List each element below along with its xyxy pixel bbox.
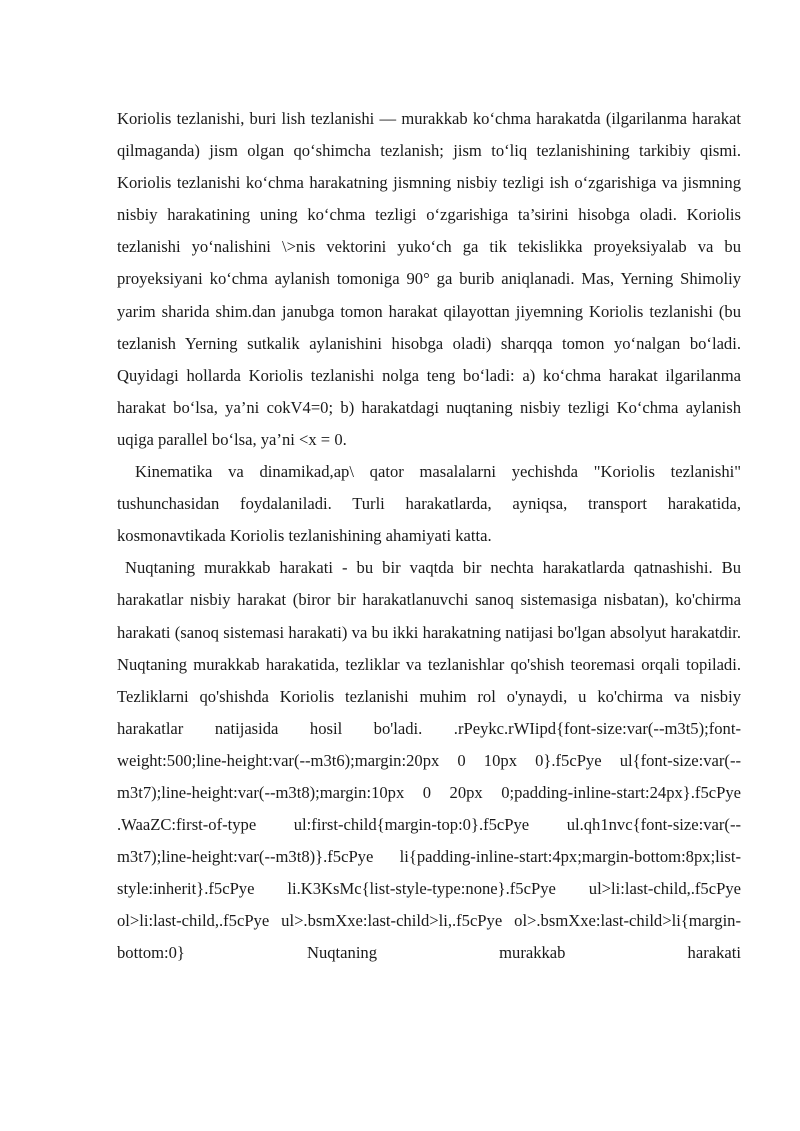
paragraph-kinematics-usage: Kinematika va dinamikad,ap\ qator masalalarni yechishda "Koriolis tezlanishi" tushunchasidan foydalaniladi. Turli harakatlarda, ayniqsa, transport harakatida, kosmonavtikada Koriolis tezlanishining ahamiyati katta. — [117, 462, 741, 546]
paragraph-coriolis-definition: Koriolis tezlanishi, buri lish tezlanishi — murakkab ko‘chma harakatda (ilgarilanma harakat qilmaganda) jism olgan qo‘shimcha tezlanish; jism to‘liq tezlanishining tarkibiy qismi. Koriolis tezlanishi ko‘chma harakatning jismning nisbiy tezligi ish o‘zgarishiga va jismning nisbiy harakatining uning ko‘chma tezligi o‘zgarishiga ta’sirini hisobga oladi. Koriolis tezlanishi yo‘nalishini \>nis vektorini yuko‘ch ga tik tekislikka proyeksiyalab va bu proyeksiyani ko‘chma aylanish tomoniga 90° ga burib aniqlanadi. Mas, Yerning Shimoliy yarim sharida shim.dan janubga tomon harakat qilayottan jiyemning Koriolis tezlanishi (bu tezlanish Yerning sutkalik aylanishini hisobga oladi) sharqqa tomon yo‘nalgan bo‘ladi. Quyidagi hollarda Koriolis tezlanishi nolga teng bo‘ladi: a) ko‘chma harakat ilgarilanma harakat bo‘lsa, ya’ni cokV4=0; b) harakatdagi nuqtaning nisbiy tezligi Ko‘chma aylanish uqiga parallel bo‘lsa, ya’ni <x = 0. — [117, 109, 741, 449]
paragraph-compound-motion: Nuqtaning murakkab harakati - bu bir vaqtda bir nechta harakatlarda qatnashishi. Bu harakatlar nisbiy harakat (biror bir harakatlanuvchi sanoq sistemasiga nisbatan), ko'chirma harakati (sanoq sistemasi harakati) va bu ikki harakatning natijasi bo'lgan absolyut harakatdir. Nuqtaning murakkab harakatida, tezliklar va tezlanishlar qo'shish teoremasi orqali topiladi. Tezliklarni qo'shishda Koriolis tezlanishi muhim rol o'ynaydi, u ko'chirma va nisbiy harakatlar natijasida hosil bo'ladi. .rPeykc.rWIipd{font-size:var(--m3t5);font-weight:500;line-height:var(--m3t6);margin:20px 0 10px 0}.f5cPye ul{font-size:var(--m3t7);line-height:var(--m3t8);margin:10px 0 20px 0;padding-inline-start:24px}.f5cPye .WaaZC:first-of-type ul:first-child{margin-top:0}.f5cPye ul.qh1nvc{font-size:var(--m3t7);line-height:var(--m3t8)}.f5cPye li{padding-inline-start:4px;margin-bottom:8px;list-style:inherit}.f5cPye li.K3KsMc{list-style-type:none}.f5cPye ul>li:last-child,.f5cPye ol>li:last-child,.f5cPye ul>.bsmXxe:last-child>li,.f5cPye ol>.bsmXxe:last-child>li{margin-bottom:0} Nuqtaning murakkab harakati — [117, 558, 741, 963]
document-page — [117, 103, 741, 970]
